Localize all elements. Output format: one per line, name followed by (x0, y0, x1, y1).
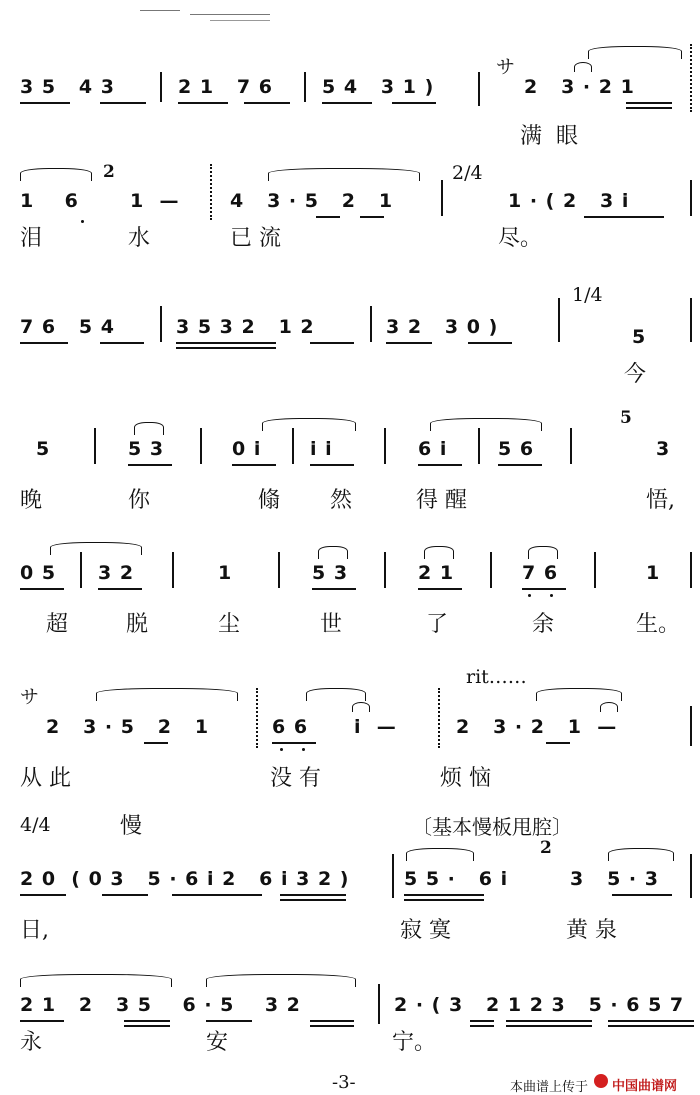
lyric: 泪 (20, 226, 43, 251)
beam-underline (232, 464, 276, 466)
lyric: 没 有 (270, 766, 321, 791)
lyric: 你 (128, 488, 151, 513)
lyric: 已 流 (230, 226, 281, 251)
lyric: 日, (20, 918, 49, 943)
barline (278, 552, 280, 588)
barline (558, 298, 560, 342)
barline (384, 552, 386, 588)
lyric: 超 (46, 612, 69, 637)
dotted-barline (690, 44, 692, 112)
dotted-barline (256, 688, 258, 748)
note-group: 5 (632, 326, 647, 348)
lyric: 水 (128, 226, 151, 251)
lyric: 余 (532, 612, 555, 637)
beam-underline (312, 588, 356, 590)
lyric: 尽。 (498, 226, 543, 251)
beam-underline (280, 894, 346, 896)
note-group: i i (310, 438, 333, 460)
barline (690, 552, 692, 588)
site-logo-icon (594, 1074, 608, 1088)
dotted-barline (438, 688, 440, 748)
note-group: 2 3 · 2 1 (524, 76, 635, 98)
note-group: 3 5 4 3 (20, 76, 115, 98)
header-scan-marks (60, 8, 280, 28)
note-group: 1 · ( 2 3 i (508, 190, 630, 212)
barline (160, 306, 162, 342)
barline (370, 306, 372, 342)
note-group: 7 6 5 4 (20, 316, 115, 338)
note-group: 1 (646, 562, 661, 584)
lyric: 今 (624, 362, 647, 387)
barline (490, 552, 492, 588)
upload-note: 本曲谱上传于 (510, 1080, 589, 1095)
barline (690, 854, 692, 898)
slur (608, 848, 674, 861)
note-group: 0 i (232, 438, 262, 460)
beam-underline (608, 1025, 694, 1027)
barline (478, 72, 480, 106)
grace-note: 2 (540, 838, 552, 858)
note-group: 2 3 · 5 2 1 (46, 716, 210, 738)
note-group: 2 1 7 6 (178, 76, 273, 98)
beam-underline (176, 347, 276, 349)
fermata-mark (352, 702, 370, 712)
beam-underline (386, 342, 432, 344)
note-group: 5 4 3 1 ) (322, 76, 435, 98)
lyric: 悟, (646, 488, 675, 513)
dotted-barline (210, 164, 212, 220)
barline (392, 854, 394, 898)
barline (690, 180, 692, 216)
barline (292, 428, 294, 464)
beam-underline (124, 1020, 170, 1022)
note-group: 6 6 (272, 716, 309, 738)
lyric: 宁。 (392, 1030, 437, 1055)
fermata-mark (574, 62, 592, 72)
time-signature: 4/4 (20, 814, 51, 836)
time-signature: 2/4 (452, 162, 483, 184)
barline (690, 706, 692, 746)
beam-underline (310, 464, 354, 466)
slur (306, 688, 366, 701)
slur (406, 848, 474, 861)
beam-underline (178, 102, 228, 104)
slur (588, 46, 682, 59)
page-number: -3- (332, 1072, 356, 1093)
slur (20, 168, 92, 181)
barline (441, 180, 443, 216)
grace-note: 5 (620, 408, 632, 428)
slur (430, 418, 542, 431)
lyric: 世 (320, 612, 343, 637)
beam-underline (176, 342, 276, 344)
note-group: 5 3 (128, 438, 165, 460)
barline (160, 72, 162, 102)
beam-underline (244, 102, 290, 104)
beam-underline (20, 342, 68, 344)
lyric: 得 醒 (416, 488, 467, 513)
beam-underline (124, 1025, 170, 1027)
time-signature: 1/4 (572, 284, 603, 306)
note-group: 3 2 3 0 ) (386, 316, 499, 338)
note-group: 3 (656, 438, 671, 460)
tempo-mark: rit…… (466, 666, 527, 688)
note-group: 2 3 · 2 1 — (456, 716, 618, 738)
beam-underline (310, 342, 354, 344)
beam-underline (470, 1020, 494, 1022)
note-group: 7 6 (522, 562, 559, 584)
lyric: 翛 (258, 488, 281, 513)
note-group: 5 3 (312, 562, 349, 584)
low-octave-dot (302, 748, 305, 751)
note-group: 1 — (130, 190, 180, 212)
barline (570, 428, 572, 464)
beam-underline (128, 464, 172, 466)
beam-underline (322, 102, 372, 104)
slur (268, 168, 420, 181)
slur (536, 688, 622, 701)
beam-underline (418, 464, 462, 466)
beam-underline (360, 216, 384, 218)
slur (262, 418, 356, 431)
lyric: 黄 泉 (566, 918, 617, 943)
beam-underline (310, 1020, 354, 1022)
barline (478, 428, 480, 464)
lyric: 安 (206, 1030, 229, 1055)
barline (80, 552, 82, 588)
beam-underline (144, 742, 168, 744)
note-group: 5 5 · 6 i (404, 868, 509, 890)
note-group: 1 6 (20, 190, 79, 212)
slur (96, 688, 238, 701)
beam-underline (418, 588, 462, 590)
beam-underline (584, 216, 664, 218)
note-group: 2 1 (418, 562, 455, 584)
note-group: 5 (36, 438, 51, 460)
barline (94, 428, 96, 464)
beam-underline (98, 588, 142, 590)
beam-underline (608, 1020, 694, 1022)
slur (50, 542, 142, 555)
beam-underline (100, 342, 144, 344)
beam-underline (468, 342, 512, 344)
barline (384, 428, 386, 464)
barline (200, 428, 202, 464)
lyric: 烦 恼 (440, 766, 491, 791)
note-group: 5 6 (498, 438, 535, 460)
beam-underline (20, 102, 70, 104)
beam-underline (546, 742, 570, 744)
lyric: 永 (20, 1030, 43, 1055)
beam-underline (470, 1025, 494, 1027)
note-group: 1 (218, 562, 233, 584)
lyric: 寂 寞 (400, 918, 451, 943)
note-group: 6 i (418, 438, 448, 460)
free-meter-mark: サ (496, 56, 516, 78)
low-octave-dot (81, 220, 84, 223)
beam-underline (612, 894, 672, 896)
tempo-mark: 慢 (120, 814, 143, 839)
barline (172, 552, 174, 588)
beam-underline (404, 899, 484, 901)
fermata-mark (600, 702, 618, 712)
beam-underline (626, 107, 672, 109)
low-octave-dot (550, 594, 553, 597)
beam-underline (206, 1020, 252, 1022)
beam-underline (20, 894, 66, 896)
beam-underline (522, 588, 566, 590)
beam-underline (316, 216, 340, 218)
beam-underline (498, 464, 542, 466)
beam-underline (20, 588, 64, 590)
beam-underline (20, 1020, 64, 1022)
barline (690, 298, 692, 342)
note-group: 3 5 · 3 (570, 868, 659, 890)
beam-underline (506, 1020, 592, 1022)
beam-underline (102, 894, 148, 896)
lyric: 然 (330, 488, 353, 513)
lyric: 从 此 (20, 766, 71, 791)
lyric: 晚 (20, 488, 43, 513)
low-octave-dot (528, 594, 531, 597)
lyric: 脱 (126, 612, 149, 637)
note-group: 0 5 (20, 562, 57, 584)
beam-underline (272, 742, 316, 744)
low-octave-dot (280, 748, 283, 751)
grace-note: 2 (103, 162, 115, 182)
site-name: 中国曲谱网 (612, 1079, 678, 1094)
barline (304, 72, 306, 102)
beam-underline (626, 102, 672, 104)
slur (206, 974, 356, 987)
free-meter-mark: サ (20, 686, 40, 708)
note-group: 2 · ( 3 2 1 2 3 5 · 6 5 7 (394, 994, 685, 1016)
lyric: 满 眼 (520, 124, 578, 149)
barline (378, 984, 380, 1024)
beam-underline (392, 102, 436, 104)
note-group: i — (354, 716, 397, 738)
lyric: 了 (426, 612, 449, 637)
beam-underline (172, 894, 262, 896)
note-group: 3 2 (98, 562, 135, 584)
barline (594, 552, 596, 588)
section-label: 〔基本慢板甩腔〕 (412, 815, 572, 839)
beam-underline (506, 1025, 592, 1027)
lyric: 生。 (636, 612, 681, 637)
slur (20, 974, 172, 987)
beam-underline (280, 899, 346, 901)
note-group: 3 5 3 2 1 2 (176, 316, 315, 338)
note-group: 2 0 ( 0 3 5 · 6 i 2 6 i 3 2 ) (20, 868, 350, 890)
note-group: 4 3 · 5 2 1 (230, 190, 394, 212)
beam-underline (310, 1025, 354, 1027)
note-group: 2 1 2 3 5 6 · 5 3 2 (20, 994, 301, 1016)
lyric: 尘 (218, 612, 241, 637)
beam-underline (404, 894, 484, 896)
beam-underline (100, 102, 146, 104)
